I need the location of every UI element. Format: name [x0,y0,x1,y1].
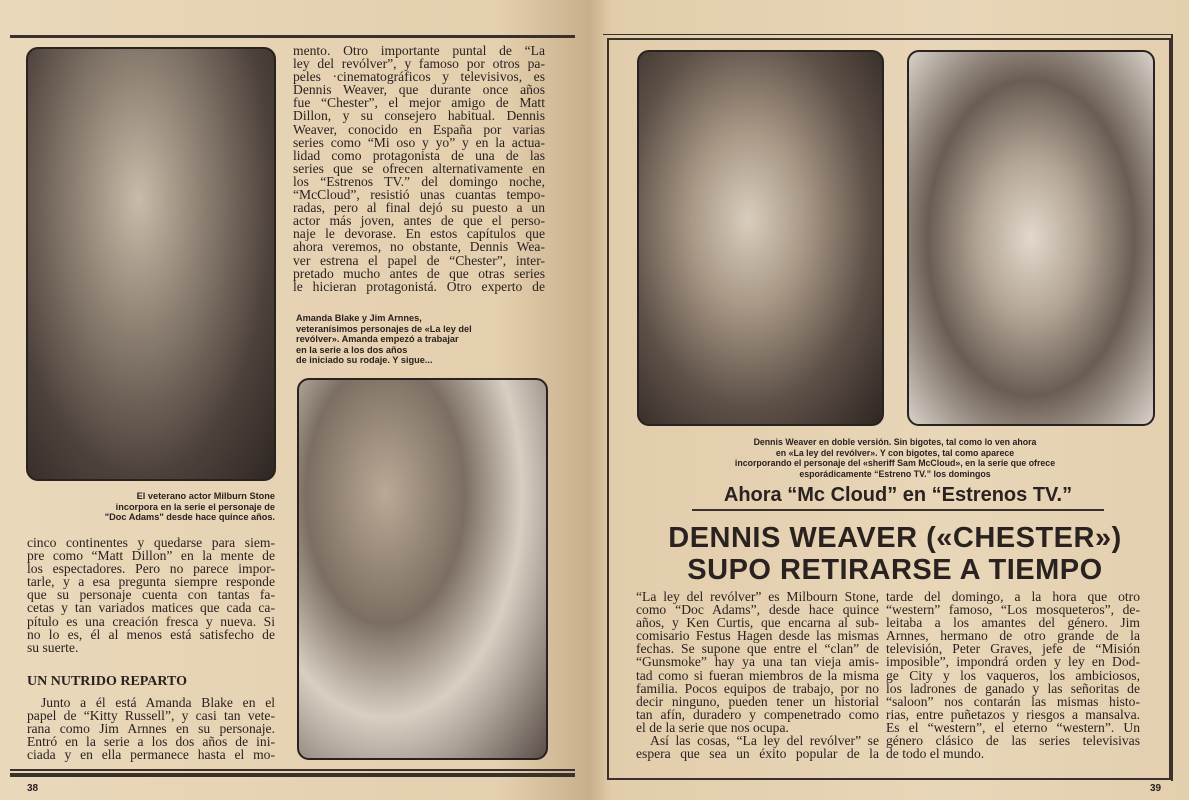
photo-amanda-blake-jim-arnnes [297,378,548,760]
text-line: “Gunsmoke” hay ya una tan vieja amis- [636,654,879,670]
text-line: tarle, y a esa pregunta siempre responde [27,574,275,590]
text-line: cetas y tan variados matices que cada ca- [27,600,275,616]
text-line: ge City y los vaqueros, los ambiciosos, [886,667,1140,683]
text-line: “saloon” nos contarán las mismas histo- [886,693,1140,709]
text-line: televisión, Peter Graves, jefe de “Misión [886,641,1140,657]
text-line: ahora veremos, no obstante, Dennis Wea- [293,239,545,255]
text-line: lidad como protagonista de una de las [293,147,545,163]
caption-line: incorporando el personaje del «sheriff Sam McCloud», en la serie que ofrece [734,458,1056,469]
text-line: “McCloud”, resistió unas cuantas tempo- [293,187,545,203]
caption-line: incorpora en la serie el personaje de [115,501,275,512]
text-line: “La ley del revólver” es Milbourn Stone, [636,589,879,604]
text-line: peles ·cinematográficos y televisivos, es [293,69,545,85]
caption-line: esporádicamente “Estreno TV.” los domingos [799,468,991,479]
text-line: radas, pero al final dejó su puesto a un [293,200,545,216]
text-line: mento. Otro importante puntal de “La [293,43,545,58]
text-line: decir ninguno, pueden tener un historial [636,693,879,709]
left-page-column-2 [293,44,545,293]
kicker: Ahora “Mc Cloud” en “Estrenos TV.” [692,484,1104,511]
bottom-rule-thick [10,773,575,777]
text-line: Weaver, conocido en España por varias [293,121,545,137]
text-line: su suerte. [27,639,79,655]
caption-line: Amanda Blake y Jim Arnnes, [296,313,422,323]
photo-caption [628,437,1162,479]
text-line: pre como “Matt Dillon” en la mente de [27,548,275,564]
page-number: 39 [1150,783,1162,794]
section-text [27,696,275,761]
text-line: los espectadores. Pero no parece impor- [27,561,275,577]
right-page-column-1 [636,590,879,760]
caption-line: "Doc Adams" desde hace quince años. [104,512,275,523]
text-line: imposible”, impondrá orden y ley en Dod- [886,654,1140,670]
right-page-column-2 [886,590,1140,760]
section-heading: UN NUTRIDO REPARTO [27,674,188,689]
text-line: Entró en la serie a los dos años de ini- [27,734,275,750]
text-line: tan afín, duradero y compenetrado como [636,706,879,722]
text-line: género clásico de las series televisivas [886,733,1140,749]
photo-dennis-weaver-mustache [637,50,884,426]
text-line: leitaba a los amantes del género. Jim [886,615,1140,631]
text-line: como “Doc Adams”, desde hace quince [636,602,879,618]
photo-amanda-caption [296,313,546,366]
text-line: comisario Festus Hagen desde las mismas [636,628,879,644]
top-rule [10,35,575,38]
caption-line: en la serie a los dos años [296,344,408,355]
text-line: pretado mucho antes de que otras series [293,265,545,281]
text-line: cinco continentes y quedarse para siem- [27,535,275,550]
text-line: familia. Pocos equipos de trabajo, por no [636,680,879,696]
text-line: “western” famoso, “Los mosqueteros”, de- [886,602,1140,618]
text-line: le hicieran protagonistá. Otro experto de [293,278,545,294]
text-line: rana como Jim Arnnes en su personaje. [27,721,275,737]
headline-line: DENNIS WEAVER («CHESTER») [668,522,1122,554]
text-line: ver estrena el papel de “Chester”, inter- [293,252,545,268]
text-line: actor más joven, antes de que el perso- [293,213,545,229]
text-line: ciada y en ella permanece hasta el mo- [27,747,275,763]
text-line: Dillon, y su consejero habitual. Dennis [293,108,545,124]
headline-line: SUPO RETIRARSE A TIEMPO [687,554,1103,586]
photo-milburn-stone [26,47,276,481]
caption-line: de iniciado su rodaje. Y sigue... [296,355,433,366]
caption-line: veteranísimos personajes de «La ley del [296,323,472,334]
text-line: series como “Mi oso y yo” y en la actua- [293,134,545,150]
left-page-column-1 [27,536,275,654]
text-line: fechas. Se supone que entre el “clan” de [636,641,879,657]
text-line: años, y Ken Curtis, que encarna al sub- [636,615,879,631]
text-line: series que se ofrecen alternativamente en [293,160,545,176]
text-line: rias, entre puñetazos y riesgos a mansalva. [886,706,1140,722]
text-line: Arnnes, hermano de otro grande de la [886,628,1140,644]
page-number: 38 [27,783,39,794]
text-line: tad como si fueran miembros de la misma [636,667,879,683]
text-line: los ladrones de ganado y las señoritas de [886,680,1140,696]
text-line: Es el “western”, el eterno “western”. Un [886,719,1140,735]
caption-line: en «La ley del revólver». Y con bigotes, tal como aparece [775,447,1015,458]
text-line: Así las cosas, “La ley del revólver” se [650,733,879,749]
text-line: Junto a él está Amanda Blake en el [41,695,275,710]
text-line: naje le devorase. En estos capítulos que [293,226,545,242]
left-page-38 [0,0,588,800]
right-page-39 [588,0,1189,800]
text-line: el de la serie que nos ocupa. [636,719,789,735]
text-line: de todo el mundo. [886,746,985,762]
text-line: los “Estrenos TV.” del domingo noche, [293,173,545,189]
bottom-rule [10,769,575,771]
text-line: tarde del domingo, a la hora que otro [886,589,1140,604]
text-line: papel de “Kitty Russell”, y casi tan vete- [27,708,275,724]
photo-dennis-weaver-no-mustache [907,50,1155,426]
caption-line: El veterano actor Milburn Stone [136,491,275,501]
text-line: ley del revólver”, y famoso por otros pa- [293,56,545,72]
photo-milburn-caption [30,491,275,523]
headline [628,522,1162,586]
caption-line: Dennis Weaver en doble versión. Sin bigotes, tal como lo ven ahora [753,437,1037,447]
caption-line: revólver». Amanda empezó a trabajar [296,334,459,345]
text-line: que su personaje cuenta con tantas fa- [27,587,275,603]
text-line: Dennis Weaver, que durante once años [293,82,545,98]
text-line: pítulo es una creación fresca y nueva. Si [27,613,275,629]
text-line: espera que sea un éxito popular de la [636,746,879,762]
text-line: fue “Chester”, el mejor amigo de Matt [293,95,545,111]
text-line: no lo es, él al menos está satisfecho de [27,626,275,642]
